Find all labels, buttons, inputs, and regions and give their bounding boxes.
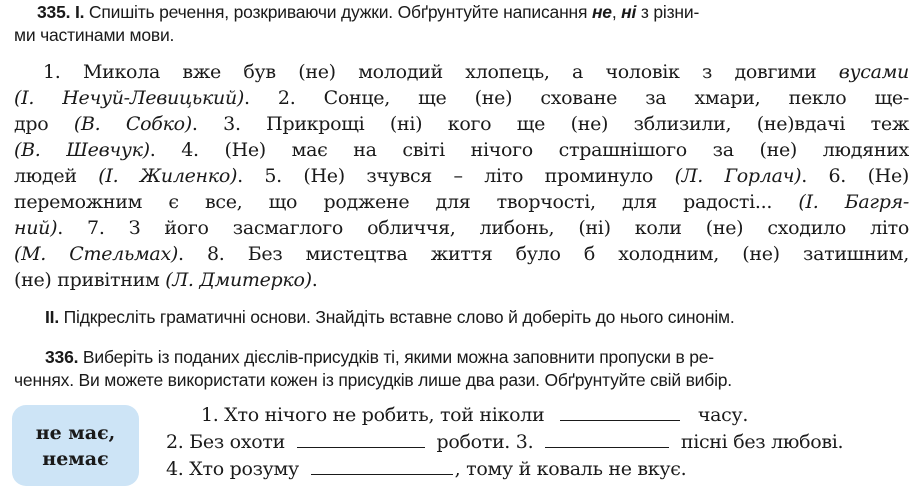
ex335-text-line1: 1. Микола вже був (не) молодий хлопець, а чоловік з довгими вусами [43, 61, 909, 83]
ex335-part2-text: Підкресліть граматичні основи. Знайдіть вставне слово й доберіть до нього синонім. [59, 307, 735, 327]
fill-blank-1[interactable] [560, 406, 680, 421]
ex335-task-text-b: з різни- [636, 2, 700, 22]
ex335-text-line8: (М. Стельмах). 8. Без мистецтва життя було б холодним, (не) затишним, [14, 243, 909, 265]
ex335-task-line1 [37, 2, 699, 23]
ex335-text-line6: переможним є все, що роджене для творчості, для радості... (І. Багря- [14, 191, 909, 213]
word-choice-box [12, 405, 139, 486]
ex335-task-line2: ми частинами мови. [14, 25, 175, 45]
ex336-task-line1: 336. Виберіть із поданих дієслів-присудків ті, якими можна заповнити пропуски в ре- [45, 347, 714, 367]
word-choice-ne-maie: не має, [35, 421, 116, 444]
ex335-text-line7: ний). 7. З його засмаглого обличчя, либонь, (ні) коли (не) сходило літо [14, 217, 909, 239]
ex335-word-ni: ні [621, 2, 637, 22]
ex336-number: 336. [45, 347, 79, 367]
ex335-number: 335. [37, 2, 71, 22]
ex336-task-line2: ченнях. Ви можете використати кожен із присудків лише два рази. Обґрунтуйте свій вибір. [14, 370, 732, 390]
ex336-sentence-line2: 2. Без охоти роботи. 3. пісні без любові. [166, 431, 844, 453]
ex336-sentence-line1: 1. Хто нічого не робить, той ніколи часу. [201, 404, 749, 426]
ex336-sentence-line3: 4. Хто розуму , тому й коваль не вкує. [166, 458, 687, 480]
word-choice-nemaie: немає [42, 447, 109, 470]
ex335-text-line3: дро (В. Собко). 3. Прикрощі (ні) кого ще (не) зблизили, (не)вдачі теж [14, 113, 909, 135]
ex335-text-line4: (В. Шевчук). 4. (Не) має на світі нічого страшнішого за (не) людяних [14, 139, 909, 161]
source-stelmakh: (М. Стельмах) [14, 243, 178, 265]
source-zhylenko: (І. Жиленко) [98, 165, 238, 187]
source-dmyterko: (Л. Дмитерко) [165, 269, 312, 291]
ex335-text-line2: (І. Нечуй-Левицький). 2. Сонце, ще (не) сховане за хмари, пекло ще- [14, 87, 909, 109]
fill-blank-4[interactable] [311, 460, 453, 475]
source-nechui-levytskyi: (І. Нечуй-Левицький) [14, 87, 244, 109]
ex335-part1-marker: I. [74, 2, 85, 22]
ex335-text-line5: людей (І. Жиленко). 5. (Не) зчувся – літо проминуло (Л. Горлач). 6. (Не) [14, 165, 910, 187]
ex335-part2 [45, 307, 735, 328]
source-horlach: (Л. Горлач) [674, 165, 802, 187]
ex335-word-ne: не [591, 2, 612, 22]
source-shevchuk: (В. Шевчук) [14, 139, 150, 161]
source-bahrianyi: (І. Багря- [798, 191, 909, 213]
fill-blank-3[interactable] [545, 433, 669, 448]
ex335-comma: , [611, 2, 622, 22]
source-sobko: (В. Собко) [73, 113, 192, 135]
ex335-part2-marker: II. [45, 307, 59, 327]
ex335-text-line9: (не) привітним (Л. Дмитерко). [14, 269, 318, 291]
fill-blank-2[interactable] [297, 433, 425, 448]
ex335-task-text-a: Спишіть речення, розкриваючи дужки. Обґрунтуйте написання [84, 2, 592, 22]
